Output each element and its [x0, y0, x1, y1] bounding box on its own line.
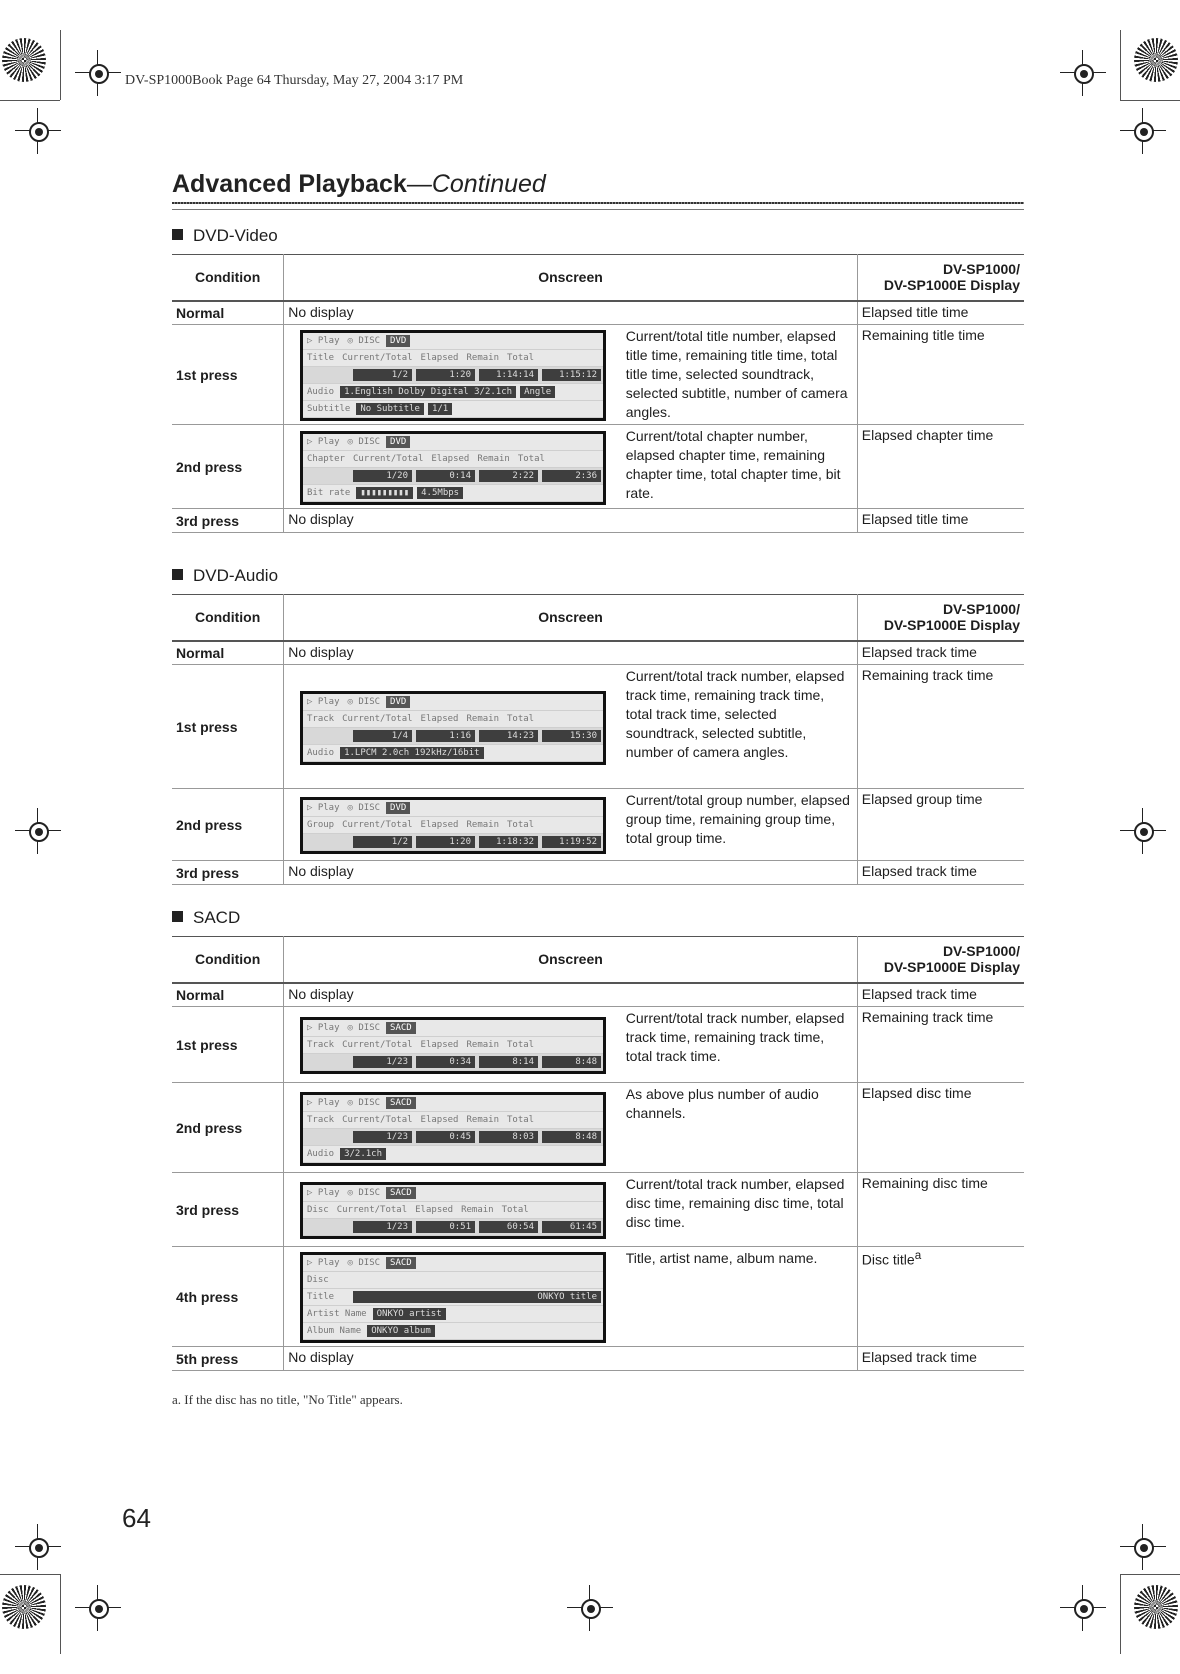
player-display-text: Disc title — [861, 1251, 915, 1268]
osd-text: 2:22 — [479, 470, 538, 482]
osd-text: 1/20 — [353, 470, 412, 482]
osd-text: 3/2.1ch — [340, 1148, 386, 1160]
player-display-text: Elapsed track time — [861, 985, 977, 1002]
onscreen-display-cell — [284, 1083, 622, 1173]
crop-mark — [0, 1574, 60, 1575]
condition-cell: 1st press — [172, 325, 284, 425]
osd-text: Group — [307, 820, 335, 830]
osd-text: DVD — [386, 335, 410, 347]
table-row — [172, 1083, 1024, 1173]
osd-row — [303, 834, 603, 851]
osd-text: ▷ Play — [307, 696, 340, 707]
osd-row — [303, 800, 603, 817]
header-display — [857, 595, 1024, 641]
player-display-cell — [857, 301, 1024, 325]
osd-text: 0:45 — [416, 1131, 475, 1143]
osd-text: Audio — [307, 747, 335, 758]
onscreen-description: Title, artist name, album name. — [622, 1247, 858, 1347]
header-condition: Condition — [172, 255, 284, 301]
onscreen-description: Current/total group number, elapsed group time, remaining group time, total group time. — [622, 789, 858, 861]
player-display-cell — [857, 425, 1024, 509]
osd-text: Elapsed — [420, 1114, 459, 1125]
table-row — [172, 1007, 1024, 1083]
osd-row — [303, 1323, 603, 1340]
osd-text: ◎ DISC — [347, 1023, 381, 1033]
osd-text: Track — [307, 1040, 335, 1050]
osd-text: Total — [501, 1205, 529, 1215]
osd-row — [303, 745, 603, 762]
osd-text: Elapsed — [420, 820, 459, 830]
condition-cell: Normal — [172, 983, 284, 1007]
condition-cell: 3rd press — [172, 861, 284, 885]
osd-text: Audio — [307, 1148, 335, 1159]
osd-row — [303, 350, 603, 367]
header-display — [857, 937, 1024, 983]
osd-row — [303, 1095, 603, 1112]
osd-row — [303, 1185, 603, 1202]
table-row — [172, 1347, 1024, 1371]
osd-text: 4.5Mbps — [417, 487, 463, 499]
square-bullet-icon — [172, 569, 183, 580]
onscreen-display-image — [300, 691, 606, 765]
player-display-text: Elapsed chapter time — [861, 427, 994, 443]
osd-row — [303, 817, 603, 834]
osd-text: ONKYO artist — [373, 1308, 446, 1320]
condition-cell: 3rd press — [172, 1173, 284, 1247]
osd-text: 61:45 — [542, 1221, 601, 1233]
osd-text: Elapsed — [431, 453, 470, 464]
section-title: DVD-Video — [193, 226, 278, 245]
osd-text: Audio — [307, 387, 335, 397]
player-display-cell — [857, 983, 1024, 1007]
section-heading — [172, 566, 278, 586]
osd-row — [303, 1037, 603, 1054]
player-display-cell — [857, 1247, 1024, 1347]
osd-text: Artist Name — [307, 1309, 367, 1319]
osd-text: Remain — [477, 453, 510, 464]
osd-row — [303, 384, 603, 401]
table-row — [172, 509, 1024, 533]
footnote: a. If the disc has no title, "No Title" appears. — [172, 1392, 403, 1407]
condition-cell: 1st press — [172, 1007, 284, 1083]
osd-text: Disc — [307, 1205, 329, 1215]
osd-text: 8:03 — [479, 1131, 538, 1143]
player-display-cell — [857, 861, 1024, 885]
table-row — [172, 789, 1024, 861]
osd-text: ◎ DISC — [347, 1258, 381, 1268]
osd-row — [303, 1289, 603, 1306]
player-display-cell — [857, 509, 1024, 533]
osd-text: ◎ DISC — [347, 696, 381, 707]
crop-mark — [1120, 1574, 1180, 1575]
player-display-text: Remaining track time — [861, 667, 994, 683]
osd-text: Elapsed — [420, 713, 459, 724]
header-display-line2: DV-SP1000E Display — [883, 959, 1020, 976]
osd-text: 15:30 — [542, 730, 601, 742]
crosshair-icon — [1060, 50, 1106, 96]
osd-text: ◎ DISC — [347, 436, 381, 447]
player-display-cell — [857, 665, 1024, 789]
osd-text: DVD — [386, 436, 410, 448]
onscreen-display-image — [300, 431, 606, 505]
playback-info-table — [172, 594, 1024, 885]
crop-mark — [60, 30, 61, 100]
crosshair-icon — [1120, 108, 1166, 154]
osd-row — [303, 728, 603, 745]
osd-text: ◎ DISC — [347, 1188, 381, 1198]
header-display-line1: DV-SP1000/ — [942, 261, 1020, 278]
osd-text: Current/Total — [342, 1114, 413, 1125]
player-display-text: Elapsed disc time — [861, 1085, 972, 1101]
table-row — [172, 1173, 1024, 1247]
osd-text: 1:20 — [416, 369, 475, 381]
osd-text: No Subtitle — [356, 403, 424, 415]
osd-text: ▮▮▮▮▮▮▮▮▮ — [356, 487, 413, 499]
osd-row — [303, 1219, 603, 1236]
osd-text: 14:23 — [479, 730, 538, 742]
header-onscreen: Onscreen — [284, 595, 858, 641]
player-display-text: Remaining title time — [861, 327, 985, 343]
osd-text: DVD — [386, 696, 410, 708]
crosshair-icon — [75, 50, 121, 96]
osd-text: 1:19:52 — [542, 836, 601, 848]
table-header-row — [172, 937, 1024, 983]
osd-row — [303, 1202, 603, 1219]
osd-text: 2:36 — [542, 470, 601, 482]
osd-text: 1/4 — [353, 730, 412, 742]
osd-text: 0:34 — [416, 1056, 475, 1068]
osd-text: Remain — [461, 1205, 494, 1215]
title-rule-thin — [172, 209, 1024, 210]
player-display-cell — [857, 1347, 1024, 1371]
osd-text: 1:20 — [416, 836, 475, 848]
osd-text: Album Name — [307, 1326, 362, 1336]
osd-text: Chapter — [307, 453, 345, 464]
osd-row — [303, 1129, 603, 1146]
section-heading — [172, 908, 240, 928]
registration-target-bottom-right — [1134, 1585, 1178, 1629]
table-header-row — [172, 255, 1024, 301]
osd-text: ◎ DISC — [347, 336, 381, 346]
osd-text: Current/Total — [342, 353, 413, 363]
onscreen-description: Current/total track number, elapsed track time, remaining track time, total track time. — [622, 1007, 858, 1083]
osd-text: Elapsed — [420, 1040, 459, 1050]
osd-text: 1:15:12 — [542, 369, 601, 381]
osd-text: Current/Total — [336, 1205, 408, 1215]
osd-text: 1.LPCM 2.0ch 192kHz/16bit — [340, 747, 483, 759]
osd-row — [303, 1272, 603, 1289]
osd-text: SACD — [386, 1097, 416, 1109]
onscreen-description: Current/total track number, elapsed track time, remaining track time, total track time, selected soundtrack, selected subtitle, number of camera angles. — [622, 665, 858, 789]
onscreen-display-cell — [284, 425, 622, 509]
osd-text: Disc — [307, 1275, 329, 1285]
osd-text: Current/Total — [342, 820, 413, 830]
osd-text: SACD — [386, 1257, 416, 1269]
table-row — [172, 665, 1024, 789]
player-display-text: Elapsed title time — [861, 303, 969, 320]
osd-text: 1/23 — [353, 1131, 412, 1143]
onscreen-description: Current/total title number, elapsed title time, remaining title time, total title time, selected soundtrack, selected subtitle, number of camera angles. — [622, 325, 858, 425]
onscreen-display-cell — [284, 665, 622, 789]
osd-text: Remain — [466, 1040, 499, 1050]
osd-text: 60:54 — [479, 1221, 538, 1233]
playback-info-table — [172, 936, 1024, 1371]
player-display-cell — [857, 325, 1024, 425]
condition-cell: 2nd press — [172, 425, 284, 509]
osd-row — [303, 434, 603, 451]
osd-row — [303, 485, 603, 502]
section-title: SACD — [193, 908, 241, 927]
print-header-line: DV-SP1000Book Page 64 Thursday, May 27, 2004 3:17 PM — [125, 73, 464, 88]
osd-row — [303, 468, 603, 485]
onscreen-display-image — [300, 1017, 606, 1074]
osd-text: Track — [307, 1114, 335, 1125]
osd-text: ◎ DISC — [347, 803, 381, 813]
table-row — [172, 861, 1024, 885]
osd-text: 1/23 — [353, 1056, 412, 1068]
onscreen-cell: No display — [284, 1347, 858, 1371]
osd-text: 0:14 — [416, 470, 475, 482]
condition-cell: Normal — [172, 641, 284, 665]
osd-row — [303, 1146, 603, 1163]
crosshair-icon — [1060, 1585, 1106, 1631]
osd-text: Angle — [520, 386, 555, 398]
osd-text: 1/2 — [353, 369, 412, 381]
osd-row — [303, 451, 603, 468]
osd-text: Elapsed — [420, 353, 459, 363]
osd-text: ▷ Play — [307, 1188, 340, 1198]
osd-text: 8:48 — [542, 1131, 601, 1143]
header-display — [857, 255, 1024, 301]
osd-text: Total — [507, 820, 535, 830]
osd-text: Bit rate — [307, 487, 351, 498]
player-display-cell — [857, 1007, 1024, 1083]
player-display-text: Remaining track time — [861, 1009, 994, 1025]
header-display-line1: DV-SP1000/ — [942, 943, 1020, 960]
osd-text: 1/2 — [353, 836, 412, 848]
table-row — [172, 301, 1024, 325]
registration-target-top-left — [2, 38, 46, 82]
osd-text: ▷ Play — [307, 1258, 340, 1268]
osd-row — [303, 333, 603, 350]
crosshair-icon — [15, 808, 61, 854]
osd-text: Remain — [466, 713, 499, 724]
crop-mark — [1120, 1574, 1121, 1654]
footnote-marker: a — [914, 1249, 922, 1262]
osd-text: 1:18:32 — [479, 836, 538, 848]
condition-cell: 2nd press — [172, 789, 284, 861]
table-row — [172, 983, 1024, 1007]
onscreen-display-image — [300, 330, 606, 421]
osd-text: Total — [507, 1040, 535, 1050]
osd-text: ▷ Play — [307, 336, 340, 346]
onscreen-display-image — [300, 1252, 606, 1343]
osd-row — [303, 694, 603, 711]
section-title: DVD-Audio — [193, 566, 279, 585]
title-rule — [172, 202, 1024, 204]
osd-text: 1/1 — [428, 403, 452, 415]
osd-text: 8:48 — [542, 1056, 601, 1068]
osd-text: 1/23 — [353, 1221, 412, 1233]
osd-text: Current/Total — [342, 713, 413, 724]
onscreen-description: As above plus number of audio channels. — [622, 1083, 858, 1173]
crosshair-icon — [15, 1524, 61, 1570]
section-heading — [172, 226, 278, 246]
osd-text: Track — [307, 713, 335, 724]
osd-text: Elapsed — [415, 1205, 454, 1215]
condition-cell: 4th press — [172, 1247, 284, 1347]
condition-cell: 2nd press — [172, 1083, 284, 1173]
onscreen-display-cell — [284, 789, 622, 861]
player-display-cell — [857, 1083, 1024, 1173]
registration-target-bottom-left — [2, 1585, 46, 1629]
table-row — [172, 641, 1024, 665]
onscreen-cell: No display — [284, 301, 858, 325]
onscreen-display-image — [300, 1182, 606, 1239]
osd-row — [303, 1306, 603, 1323]
osd-text: 1:16 — [416, 730, 475, 742]
osd-row — [303, 711, 603, 728]
player-display-text: Elapsed track time — [861, 1349, 977, 1365]
page-title: Advanced Playback—Continued — [172, 170, 546, 198]
osd-text: Subtitle — [307, 404, 351, 414]
crop-mark — [60, 1574, 61, 1654]
osd-text: Current/Total — [342, 1040, 413, 1050]
onscreen-display-cell — [284, 1173, 622, 1247]
osd-text: Remain — [466, 820, 499, 830]
osd-text: 0:51 — [416, 1221, 475, 1233]
crosshair-icon — [567, 1585, 613, 1631]
osd-text: Total — [507, 353, 535, 363]
osd-text: DVD — [386, 802, 410, 814]
crosshair-icon — [1120, 808, 1166, 854]
square-bullet-icon — [172, 229, 183, 240]
osd-text: ONKYO album — [367, 1325, 435, 1337]
player-display-cell — [857, 789, 1024, 861]
osd-text: Title — [307, 1292, 335, 1302]
crop-mark — [0, 100, 60, 101]
osd-text: 1:14:14 — [479, 369, 538, 381]
onscreen-display-cell — [284, 1007, 622, 1083]
onscreen-display-cell — [284, 325, 622, 425]
osd-text: ▷ Play — [307, 1097, 340, 1108]
osd-row — [303, 367, 603, 384]
crop-mark — [1120, 100, 1180, 101]
osd-text: 8:14 — [479, 1056, 538, 1068]
table-header-row — [172, 595, 1024, 641]
osd-text: Total — [517, 453, 545, 464]
table-row — [172, 425, 1024, 509]
onscreen-cell: No display — [284, 641, 858, 665]
player-display-text: Elapsed track time — [861, 643, 977, 660]
table-row — [172, 325, 1024, 425]
header-condition: Condition — [172, 595, 284, 641]
onscreen-description: Current/total chapter number, elapsed chapter time, remaining chapter time, total chapter time, bit rate. — [622, 425, 858, 509]
osd-row — [303, 1112, 603, 1129]
playback-info-table — [172, 254, 1024, 533]
player-display-cell — [857, 641, 1024, 665]
osd-text: ▷ Play — [307, 1023, 340, 1033]
onscreen-description: Current/total track number, elapsed disc time, remaining disc time, total disc time. — [622, 1173, 858, 1247]
header-display-line1: DV-SP1000/ — [942, 601, 1020, 618]
crop-mark — [1120, 30, 1121, 100]
osd-row — [303, 1255, 603, 1272]
condition-cell: 5th press — [172, 1347, 284, 1371]
osd-text: Remain — [466, 1114, 499, 1125]
page-number: 64 — [122, 1503, 151, 1533]
crosshair-icon — [75, 1585, 121, 1631]
header-condition: Condition — [172, 937, 284, 983]
onscreen-cell: No display — [284, 983, 858, 1007]
osd-text: SACD — [386, 1022, 416, 1034]
condition-cell: Normal — [172, 301, 284, 325]
osd-text: Total — [507, 713, 535, 724]
osd-text: ▷ Play — [307, 436, 340, 447]
player-display-text: Remaining disc time — [861, 1175, 988, 1191]
osd-text: 1.English Dolby Digital 3/2.1ch — [340, 386, 516, 398]
player-display-text: Elapsed track time — [861, 863, 977, 879]
player-display-text: Elapsed group time — [861, 791, 983, 807]
osd-text: Remain — [466, 353, 499, 363]
header-onscreen: Onscreen — [284, 255, 858, 301]
osd-row — [303, 401, 603, 418]
onscreen-display-image — [300, 797, 606, 854]
condition-cell: 3rd press — [172, 509, 284, 533]
header-display-line2: DV-SP1000E Display — [883, 617, 1020, 634]
osd-text: Total — [507, 1114, 535, 1125]
player-display-text: Elapsed title time — [861, 511, 969, 527]
osd-text: SACD — [386, 1187, 416, 1199]
onscreen-cell: No display — [284, 509, 858, 533]
osd-text: Title — [307, 353, 335, 363]
crosshair-icon — [1120, 1524, 1166, 1570]
onscreen-display-cell — [284, 1247, 622, 1347]
table-row — [172, 1247, 1024, 1347]
crosshair-icon — [15, 108, 61, 154]
osd-row — [303, 1020, 603, 1037]
osd-text: ▷ Play — [307, 803, 340, 813]
osd-text: ONKYO title — [353, 1291, 601, 1303]
osd-text: Current/Total — [352, 453, 424, 464]
header-onscreen: Onscreen — [284, 937, 858, 983]
condition-cell: 1st press — [172, 665, 284, 789]
player-display-cell — [857, 1173, 1024, 1247]
osd-text: ◎ DISC — [347, 1097, 381, 1108]
header-display-line2: DV-SP1000E Display — [883, 277, 1020, 294]
onscreen-cell: No display — [284, 861, 858, 885]
onscreen-display-image — [300, 1092, 606, 1166]
registration-target-top-right — [1134, 38, 1178, 82]
osd-row — [303, 1054, 603, 1071]
square-bullet-icon — [172, 911, 183, 922]
